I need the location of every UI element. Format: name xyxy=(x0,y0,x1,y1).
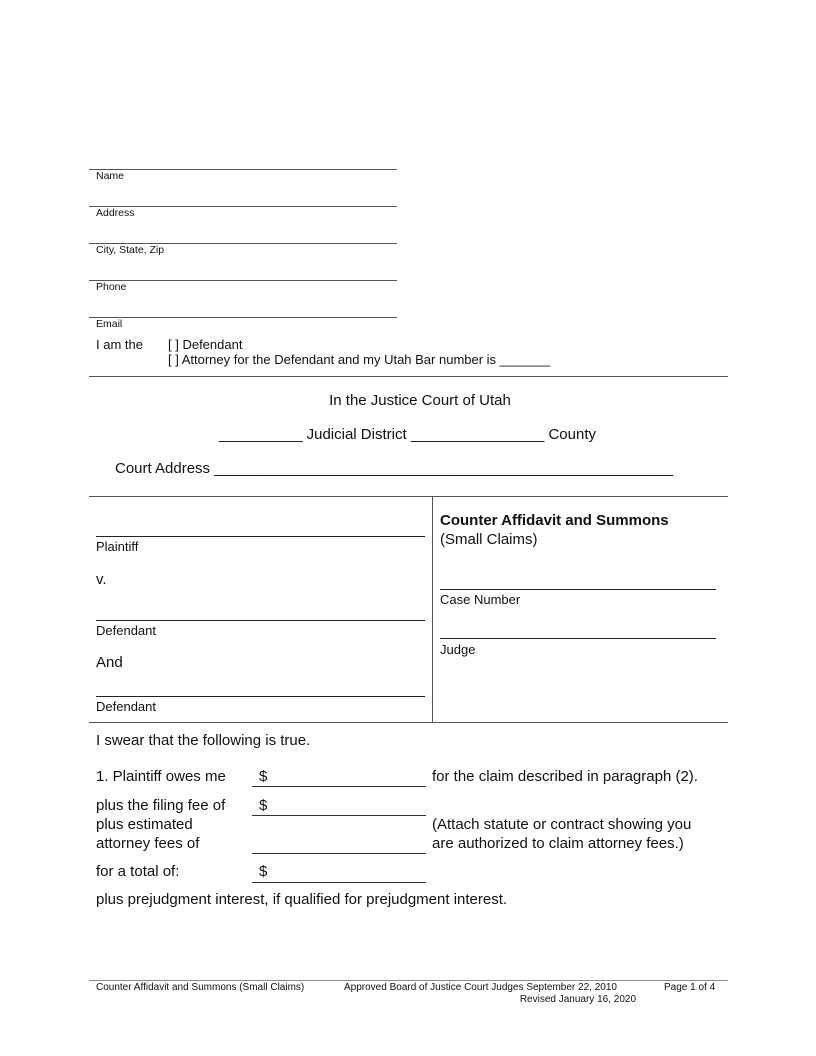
district-label: Judicial District xyxy=(306,426,407,443)
swear-statement: I swear that the following is true. xyxy=(96,732,311,749)
case-number-line[interactable] xyxy=(440,589,716,590)
district-blank[interactable]: __________ xyxy=(219,426,303,443)
owes-suffix: for the claim described in paragraph (2). xyxy=(432,768,698,785)
total-dollar-sign: $ xyxy=(259,863,268,880)
footer-approved: Approved Board of Justice Court Judges September 22, 2010 xyxy=(344,982,617,993)
county-label: County xyxy=(548,426,596,443)
defendant2-label: Defendant xyxy=(96,699,156,714)
judge-label: Judge xyxy=(440,642,476,657)
filing-fee-field[interactable] xyxy=(252,815,426,816)
judge-line[interactable] xyxy=(440,638,716,639)
prejudgment-interest: plus prejudgment interest, if qualified for prejudgment interest. xyxy=(96,891,508,908)
phone-label: Phone xyxy=(96,281,127,293)
attorney-fee-label-2: attorney fees of xyxy=(96,835,200,852)
role-prefix: I am the xyxy=(96,337,143,352)
plaintiff-label: Plaintiff xyxy=(96,539,139,554)
attorney-fee-field[interactable] xyxy=(252,853,426,854)
defendant2-line[interactable] xyxy=(96,696,425,697)
court-title: In the Justice Court of Utah xyxy=(329,392,511,409)
role-option-attorney[interactable]: [ ] Attorney for the Defendant and my Utah Bar number is _______ xyxy=(168,352,551,367)
address-line[interactable] xyxy=(89,206,397,207)
and-label: And xyxy=(96,654,123,671)
document-subtitle: (Small Claims) xyxy=(440,531,538,548)
case-number-label: Case Number xyxy=(440,592,521,607)
county-blank[interactable]: ________________ xyxy=(410,426,545,443)
owes-dollar-sign: $ xyxy=(259,768,268,785)
filing-fee-label: plus the filing fee of xyxy=(96,797,226,814)
caption-bottom-rule xyxy=(89,722,728,723)
defendant-line[interactable] xyxy=(96,620,425,621)
court-address-blank[interactable]: _______________________________________________________ xyxy=(214,460,674,477)
defendant-label: Defendant xyxy=(96,623,156,638)
versus-label: v. xyxy=(96,571,107,588)
footer-rule xyxy=(89,980,728,981)
district-line xyxy=(219,426,596,443)
address-label: Address xyxy=(96,207,135,219)
total-label: for a total of: xyxy=(96,863,180,880)
section-divider xyxy=(89,376,728,377)
caption-divider xyxy=(432,496,433,722)
court-address-line xyxy=(115,460,673,477)
role-option-defendant[interactable]: [ ] Defendant xyxy=(168,337,243,352)
caption-top-rule xyxy=(89,496,728,497)
court-address-label: Court Address xyxy=(115,460,211,477)
owes-amount-field[interactable] xyxy=(252,786,426,787)
attach-note-1: (Attach statute or contract showing you xyxy=(432,816,692,833)
phone-line[interactable] xyxy=(89,280,397,281)
name-line[interactable] xyxy=(89,169,397,170)
footer-page-number: Page 1 of 4 xyxy=(664,982,716,993)
plaintiff-line[interactable] xyxy=(96,536,425,537)
owes-label: 1. Plaintiff owes me xyxy=(96,768,226,785)
city-state-zip-label: City, State, Zip xyxy=(96,244,165,256)
filing-fee-dollar-sign: $ xyxy=(259,797,268,814)
name-label: Name xyxy=(96,170,125,182)
attorney-fee-label-1: plus estimated xyxy=(96,816,193,833)
footer-form-title: Counter Affidavit and Summons (Small Claims) xyxy=(96,982,305,993)
total-field[interactable] xyxy=(252,882,426,883)
footer-revised: Revised January 16, 2020 xyxy=(519,994,636,1005)
email-line[interactable] xyxy=(89,317,397,318)
attach-note-2: are authorized to claim attorney fees.) xyxy=(432,835,684,852)
email-label: Email xyxy=(96,318,123,330)
document-title: Counter Affidavit and Summons xyxy=(440,512,669,529)
